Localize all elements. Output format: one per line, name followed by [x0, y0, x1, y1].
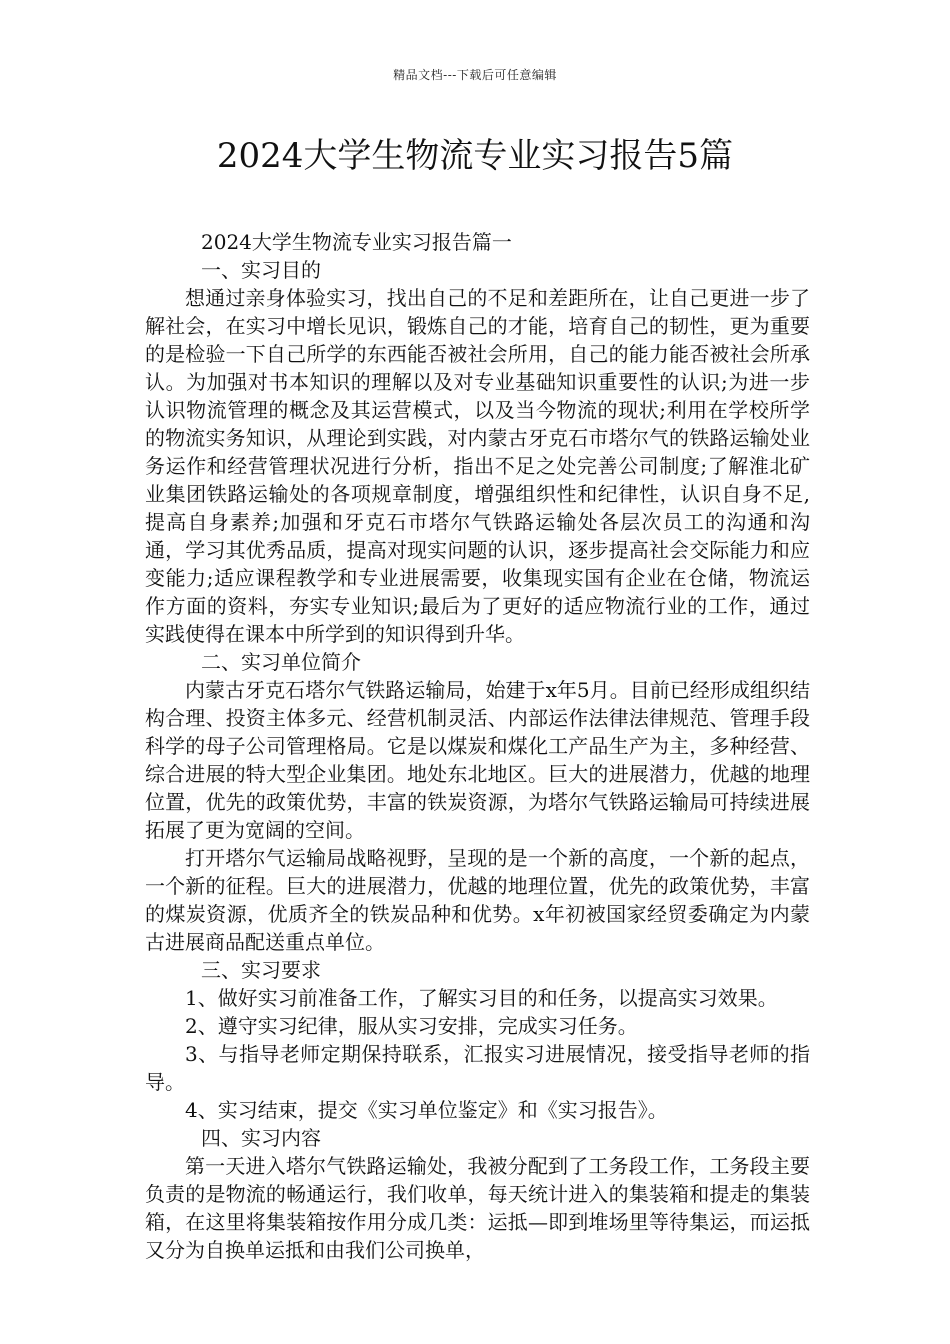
requirement-item-3: 3、与指导老师定期保持联系，汇报实习进展情况，接受指导老师的指导。 — [145, 1042, 810, 1094]
section-heading-requirements: 三、实习要求 — [201, 958, 321, 982]
paragraph-unit-intro: 内蒙古牙克石塔尔气铁路运输局，始建于x年5月。目前已经形成组织结构合理、投资主体多元、经营机制灵活、内部运作法律法律规范、管理手段科学的母子公司管理格局。它是以煤炭和煤化工产品生产为主，多种经营、综合进展的特大型企业集团。地处东北地区。巨大的进展潜力，优越的地理位置，优先的政策优势，丰富的铁炭资源，为塔尔气铁路运输局可持续进展拓展了更为宽阔的空间。 — [145, 678, 810, 842]
requirement-item-1: 1、做好实习前准备工作，了解实习目的和任务，以提高实习效果。 — [185, 986, 778, 1010]
paragraph-strategy: 打开塔尔气运输局战略视野，呈现的是一个新的高度，一个新的起点，一个新的征程。巨大的进展潜力，优越的地理位置，优先的政策优势，丰富的煤炭资源，优质齐全的铁炭品种和优势。x年初被国家经贸委确定为内蒙古进展商品配送重点单位。 — [145, 846, 810, 954]
report-subtitle: 2024大学生物流专业实习报告篇一 — [201, 230, 512, 254]
requirement-item-4: 4、实习结束，提交《实习单位鉴定》和《实习报告》。 — [185, 1098, 668, 1122]
requirement-item-2: 2、遵守实习纪律，服从实习安排，完成实习任务。 — [185, 1014, 638, 1038]
section-heading-purpose: 一、实习目的 — [201, 258, 321, 282]
paragraph-purpose: 想通过亲身体验实习，找出自己的不足和差距所在，让自己更进一步了解社会，在实习中增长见识，锻炼自己的才能，培育自己的韧性，更为重要的是检验一下自己所学的东西能否被社会所用，自己的能力能否被社会所承认。为加强对书本知识的理解以及对专业基础知识重要性的认识;为进一步认识物流管理的概念及其运营模式，以及当今物流的现状;利用在学校所学的物流实务知识，从理论到实践，对内蒙古牙克石市塔尔气的铁路运输处业务运作和经营管理状况进行分析，指出不足之处完善公司制度;了解淮北矿业集团铁路运输处的各项规章制度，增强组织性和纪律性，认识自身不足,提高自身素养;加强和牙克石市塔尔气铁路运输处各层次员工的沟通和沟通，学习其优秀品质，提高对现实问题的认识，逐步提高社会交际能力和应变能力;适应课程教学和专业进展需要，收集现实国有企业在仓储，物流运作方面的资料，夯实专业知识;最后为了更好的适应物流行业的工作，通过实践使得在课本中所学到的知识得到升华。 — [145, 286, 810, 646]
document-body — [145, 228, 810, 1264]
document-title: 2024大学生物流专业实习报告5篇 — [216, 136, 734, 176]
paragraph-content: 第一天进入塔尔气铁路运输处，我被分配到了工务段工作，工务段主要负责的是物流的畅通运行，我们收单，每天统计进入的集装箱和提走的集装箱，在这里将集装箱按作用分成几类：运抵—即到堆场里等待集运，而运抵又分为自换单运抵和由我们公司换单， — [145, 1154, 810, 1262]
section-heading-unit-intro: 二、实习单位简介 — [201, 650, 361, 674]
page-header-note: 精品文档---下载后可任意编辑 — [393, 68, 557, 82]
section-heading-content: 四、实习内容 — [201, 1126, 321, 1150]
